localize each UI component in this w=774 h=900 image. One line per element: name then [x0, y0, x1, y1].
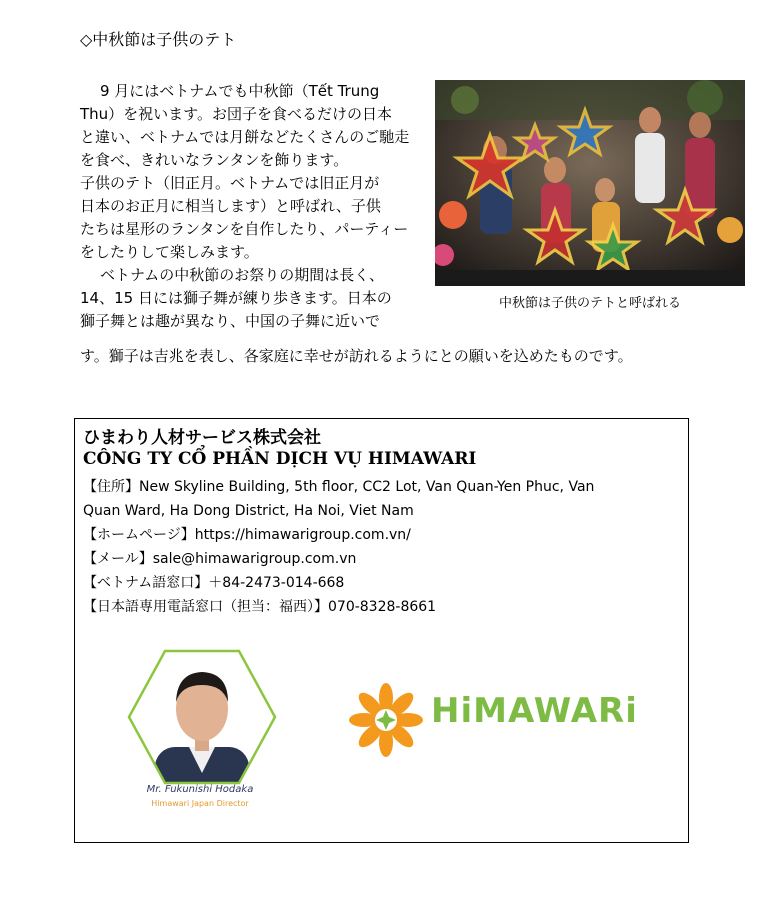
festival-photo: [435, 80, 745, 286]
paragraph-line: 獅子舞とは趣が異なり、中国の子舞に近いで: [80, 312, 381, 330]
paragraph-final-line: す。獅子は吉兆を表し、各家庭に幸せが訪れるようにとの願いを込めたものです。: [80, 347, 633, 365]
paragraph-line: 14、15 日には獅子舞が練り歩きます。日本の: [80, 289, 392, 307]
paragraph-line: を食べ、きれいなランタンを飾ります。: [80, 151, 349, 169]
company-contact: [83, 475, 683, 619]
person-name: Mr. Fukunishi Hodaka: [146, 784, 254, 795]
paragraph-line: 9 月にはベトナムでも中秋節（Tết Trung: [100, 82, 380, 100]
vn-phone-line: 【ベトナム語窓口】＋84-2473-014-668: [83, 575, 345, 591]
company-name-vn: CÔNG TY CỔ PHẦN DỊCH VỤ HIMAWARI: [83, 449, 477, 469]
sunflower-logo-icon: [347, 681, 425, 759]
avatar: [125, 647, 279, 787]
address-line: 【住所】New Skyline Building, 5th floor, CC2 Lot, Van Quan-Yen Phuc, Van: [83, 479, 595, 495]
jp-phone-line: 【日本語専用電話窓口（担当：福西）】070-8328-8661: [83, 599, 437, 615]
himawari-logo-text: HiMAWARi: [431, 691, 638, 731]
paragraph-line: Thu）を祝います。お団子を食べるだけの日本: [80, 105, 392, 123]
photo-caption: 中秋節は子供のテトと呼ばれる: [498, 296, 681, 311]
company-name-jp: ひまわり人材サービス株式会社: [83, 428, 321, 448]
paragraph-line: 子供のテト（旧正月。ベトナムでは旧正月が: [80, 174, 380, 192]
paragraph-line: たちは星形のランタンを自作したり、パーティー: [80, 220, 409, 238]
paragraph-line: をしたりして楽しみます。: [80, 243, 259, 261]
company-info-box: [74, 418, 689, 843]
article-paragraph: [80, 80, 416, 333]
address-line: Quan Ward, Ha Dong District, Ha Noi, Viet Nam: [83, 503, 414, 519]
mail-line[interactable]: 【メール】sale@himawarigroup.com.vn: [83, 551, 357, 567]
paragraph-line: と違い、ベトナムでは月餅などたくさんのご馳走: [80, 128, 410, 146]
person-title: Himawari Japan Director: [151, 799, 249, 808]
article-heading: ◇中秋節は子供のテト: [80, 30, 237, 49]
paragraph-line: 日本のお正月に相当します）と呼ばれ、子供: [80, 197, 381, 215]
paragraph-line: ベトナムの中秋節のお祭りの期間は長く、: [100, 266, 384, 284]
homepage-line[interactable]: 【ホームページ】https://himawarigroup.com.vn/: [83, 527, 411, 543]
